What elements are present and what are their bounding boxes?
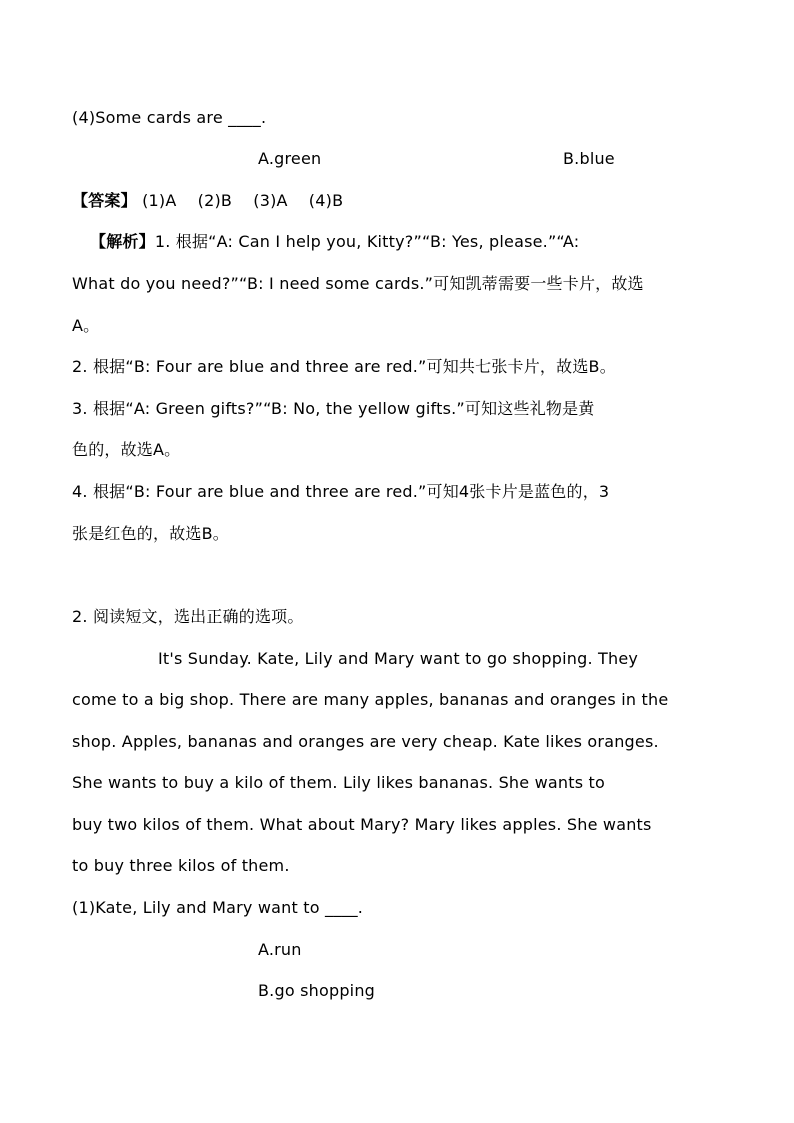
- answer-label: 【答案】: [72, 191, 137, 210]
- analysis-text-1: 1. 根据“A: Can I help you, Kitty?”“B: Yes, please.”“A:: [154, 232, 580, 251]
- passage-line-3: shop. Apples, bananas and oranges are very cheap. Kate likes oranges.: [72, 732, 659, 751]
- section-2-question-1-option-b: B.go shopping: [258, 981, 376, 1000]
- question-4-option-b: B.blue: [563, 149, 615, 168]
- analysis-line-2: What do you need?”“B: I need some cards.”可知凯蒂需要一些卡片，故选: [72, 274, 644, 293]
- section-2-heading: 2. 阅读短文，选出正确的选项。: [72, 607, 304, 626]
- answer-values: (1)A (2)B (3)A (4)B: [142, 191, 344, 210]
- analysis-line-3: A。: [72, 316, 100, 335]
- analysis-label: 【解析】: [90, 232, 155, 251]
- analysis-line-7: 4. 根据“B: Four are blue and three are red.”可知4张卡片是蓝色的，3: [72, 482, 610, 501]
- passage-line-1: It's Sunday. Kate, Lily and Mary want to go shopping. They: [158, 649, 639, 668]
- question-4-option-a: A.green: [258, 149, 322, 168]
- analysis-line-4: 2. 根据“B: Four are blue and three are red.”可知共七张卡片，故选B。: [72, 357, 616, 376]
- answer-row: [72, 190, 732, 212]
- analysis-line-8: 张是红色的，故选B。: [72, 524, 229, 543]
- passage-line-4: She wants to buy a kilo of them. Lily likes bananas. She wants to: [72, 773, 605, 792]
- section-2-question-1-option-a: A.run: [258, 940, 302, 959]
- passage-line-6: to buy three kilos of them.: [72, 856, 290, 875]
- question-4-stem: (4)Some cards are ____.: [72, 108, 267, 127]
- analysis-line-1: [90, 231, 750, 253]
- analysis-line-5: 3. 根据“A: Green gifts?”“B: No, the yellow gifts.”可知这些礼物是黄: [72, 399, 595, 418]
- passage-line-5: buy two kilos of them. What about Mary? Mary likes apples. She wants: [72, 815, 652, 834]
- passage-line-2: come to a big shop. There are many apples, bananas and oranges in the: [72, 690, 669, 709]
- analysis-line-6: 色的，故选A。: [72, 440, 181, 459]
- section-2-question-1-stem: (1)Kate, Lily and Mary want to ____.: [72, 898, 364, 917]
